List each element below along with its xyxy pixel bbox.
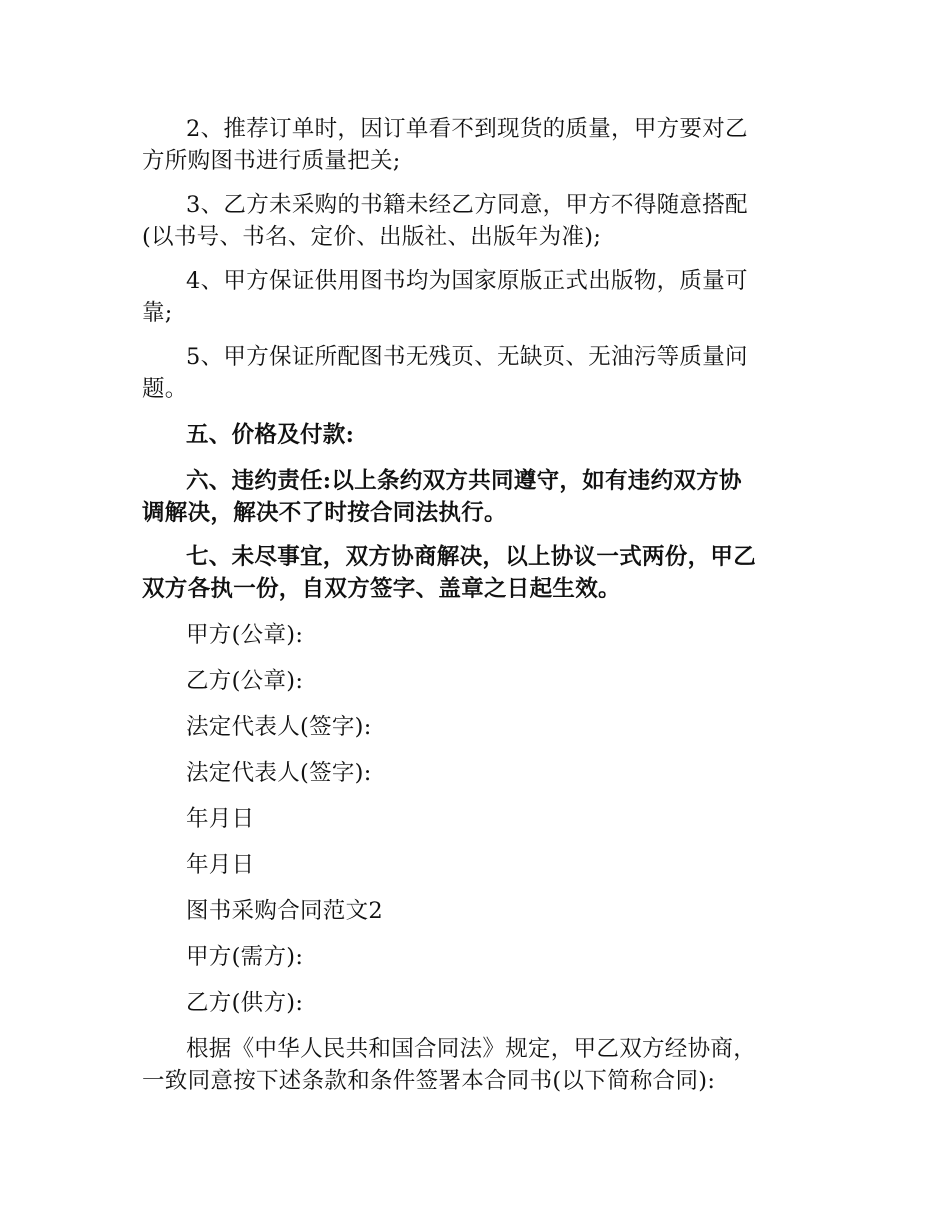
text-line: 五、价格及付款: [186,422,355,448]
section-7-misc [142,541,808,605]
text-line: 七、未尽事宜，双方协商解决，以上协议一式两份，甲乙 [186,544,757,570]
party-a-seal [142,619,808,651]
legal-rep-signature-a [142,711,808,743]
section-5-heading [142,419,808,451]
text-line: 双方各执一份，自双方签字、盖章之日起生效。 [142,576,621,602]
clause-4-2 [142,113,808,177]
text-line: (以书号、书名、定价、出版社、出版年为准); [142,224,602,250]
text-line: 六、违约责任:以上条约双方共同遵守，如有违约双方协 [186,468,742,494]
text-line: 根据《中华人民共和国合同法》规定，甲乙双方经协商， [186,1036,757,1062]
text-line: 图书采购合同范文2 [186,898,384,924]
text-line: 年月日 [186,852,255,878]
contract-sample-2-title [142,895,808,927]
text-line: 年月日 [186,806,255,832]
legal-rep-signature-b [142,757,808,789]
text-line: 2、推荐订单时，因订单看不到现货的质量，甲方要对乙 [186,116,748,142]
text-line: 4、甲方保证供用图书均为国家原版正式出版物，质量可 [186,268,748,294]
clause-4-5 [142,341,808,405]
party-b-supplier [142,987,808,1019]
text-line: 甲方(需方): [186,944,304,970]
text-line: 方所购图书进行质量把关; [142,148,401,174]
text-line: 3、乙方未采购的书籍未经乙方同意，甲方不得随意搭配 [186,192,748,218]
contract-preamble [142,1033,808,1097]
party-b-seal [142,665,808,697]
text-line: 题。 [142,376,188,402]
text-line: 一致同意按下述条款和条件签署本合同书(以下简称合同): [142,1068,716,1094]
text-line: 乙方(供方): [186,990,304,1016]
text-line: 甲方(公章): [186,622,304,648]
text-line: 乙方(公章): [186,668,304,694]
clause-4-4 [142,265,808,329]
text-line: 法定代表人(签字): [186,714,372,740]
text-line: 5、甲方保证所配图书无残页、无缺页、无油污等质量问 [186,344,748,370]
text-line: 法定代表人(签字): [186,760,372,786]
text-line: 调解决，解决不了时按合同法执行。 [142,500,507,526]
section-6-liability [142,465,808,529]
party-a-buyer [142,941,808,973]
date-a [142,803,808,835]
clause-4-3 [142,189,808,253]
date-b [142,849,808,881]
text-line: 靠; [142,300,173,326]
